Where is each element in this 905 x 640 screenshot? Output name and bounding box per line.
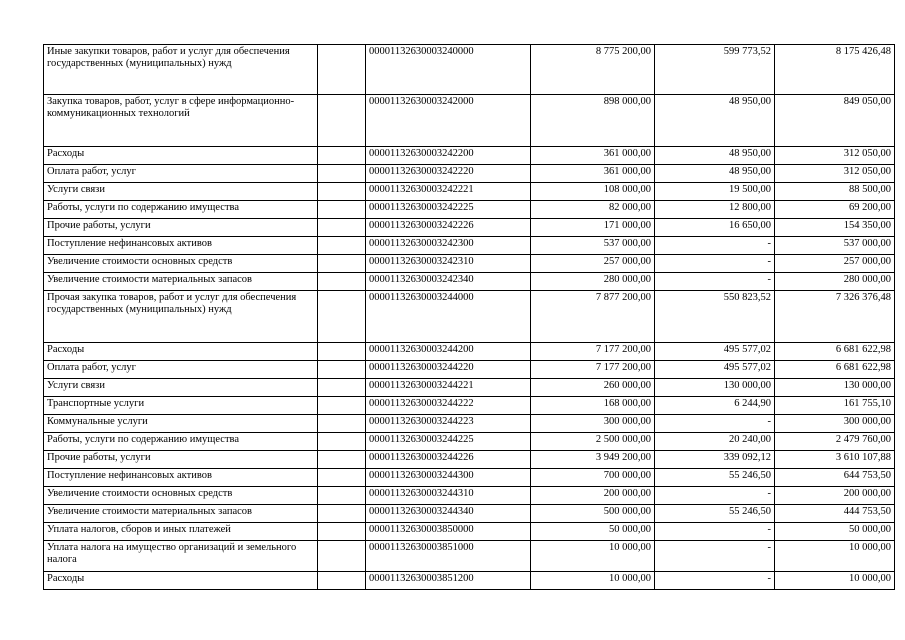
row-blank-cell (318, 523, 366, 541)
row-code-cell: 00001132630003244220 (366, 361, 531, 379)
row-remaining-amount-cell: 312 050,00 (775, 147, 895, 165)
budget-table-body (44, 45, 895, 590)
row-name-cell: Уплата налога на имущество организаций и земельного налога (44, 541, 318, 572)
row-code-cell: 00001132630003242220 (366, 165, 531, 183)
row-approved-amount-cell: 280 000,00 (531, 273, 655, 291)
row-approved-amount-cell: 108 000,00 (531, 183, 655, 201)
row-code-cell: 00001132630003850000 (366, 523, 531, 541)
row-executed-amount-cell: 12 800,00 (655, 201, 775, 219)
row-executed-amount-cell: 16 650,00 (655, 219, 775, 237)
row-code-cell: 00001132630003242226 (366, 219, 531, 237)
row-remaining-amount-cell: 300 000,00 (775, 415, 895, 433)
row-executed-amount-cell: 495 577,02 (655, 361, 775, 379)
table-row (44, 487, 895, 505)
row-blank-cell (318, 165, 366, 183)
row-remaining-amount-cell: 161 755,10 (775, 397, 895, 415)
row-code-cell: 00001132630003240000 (366, 45, 531, 95)
row-blank-cell (318, 451, 366, 469)
row-code-cell: 00001132630003242225 (366, 201, 531, 219)
row-remaining-amount-cell: 2 479 760,00 (775, 433, 895, 451)
row-approved-amount-cell: 3 949 200,00 (531, 451, 655, 469)
row-approved-amount-cell: 257 000,00 (531, 255, 655, 273)
row-code-cell: 00001132630003244221 (366, 379, 531, 397)
table-row (44, 147, 895, 165)
row-blank-cell (318, 273, 366, 291)
row-remaining-amount-cell: 130 000,00 (775, 379, 895, 397)
row-name-cell: Прочие работы, услуги (44, 451, 318, 469)
row-blank-cell (318, 487, 366, 505)
row-approved-amount-cell: 500 000,00 (531, 505, 655, 523)
table-row (44, 379, 895, 397)
row-code-cell: 00001132630003244200 (366, 343, 531, 361)
row-executed-amount-cell: 48 950,00 (655, 165, 775, 183)
row-name-cell: Уплата налогов, сборов и иных платежей (44, 523, 318, 541)
table-row (44, 165, 895, 183)
row-blank-cell (318, 201, 366, 219)
table-row (44, 237, 895, 255)
row-code-cell: 00001132630003851000 (366, 541, 531, 572)
row-name-cell: Оплата работ, услуг (44, 361, 318, 379)
row-blank-cell (318, 469, 366, 487)
row-name-cell: Услуги связи (44, 379, 318, 397)
row-approved-amount-cell: 537 000,00 (531, 237, 655, 255)
row-approved-amount-cell: 10 000,00 (531, 541, 655, 572)
row-name-cell: Расходы (44, 572, 318, 590)
row-blank-cell (318, 541, 366, 572)
row-code-cell: 00001132630003244226 (366, 451, 531, 469)
table-row (44, 291, 895, 343)
row-blank-cell (318, 361, 366, 379)
table-row (44, 95, 895, 147)
row-approved-amount-cell: 260 000,00 (531, 379, 655, 397)
row-executed-amount-cell: 55 246,50 (655, 505, 775, 523)
row-remaining-amount-cell: 3 610 107,88 (775, 451, 895, 469)
row-executed-amount-cell: 20 240,00 (655, 433, 775, 451)
table-row (44, 397, 895, 415)
row-remaining-amount-cell: 69 200,00 (775, 201, 895, 219)
table-row (44, 451, 895, 469)
row-remaining-amount-cell: 444 753,50 (775, 505, 895, 523)
row-name-cell: Иные закупки товаров, работ и услуг для обеспечения государственных (муниципальных) нужд (44, 45, 318, 95)
table-row (44, 255, 895, 273)
row-executed-amount-cell: 339 092,12 (655, 451, 775, 469)
row-code-cell: 00001132630003244225 (366, 433, 531, 451)
row-name-cell: Закупка товаров, работ, услуг в сфере информационно-коммуникационных технологий (44, 95, 318, 147)
row-remaining-amount-cell: 537 000,00 (775, 237, 895, 255)
row-executed-amount-cell: 599 773,52 (655, 45, 775, 95)
row-blank-cell (318, 183, 366, 201)
row-executed-amount-cell: - (655, 523, 775, 541)
row-approved-amount-cell: 7 877 200,00 (531, 291, 655, 343)
table-row (44, 45, 895, 95)
row-name-cell: Увеличение стоимости основных средств (44, 487, 318, 505)
row-executed-amount-cell: 6 244,90 (655, 397, 775, 415)
table-row (44, 273, 895, 291)
row-name-cell: Увеличение стоимости основных средств (44, 255, 318, 273)
row-executed-amount-cell: 55 246,50 (655, 469, 775, 487)
row-blank-cell (318, 505, 366, 523)
row-remaining-amount-cell: 849 050,00 (775, 95, 895, 147)
row-approved-amount-cell: 8 775 200,00 (531, 45, 655, 95)
row-code-cell: 00001132630003244300 (366, 469, 531, 487)
row-approved-amount-cell: 7 177 200,00 (531, 343, 655, 361)
row-executed-amount-cell: - (655, 237, 775, 255)
row-blank-cell (318, 572, 366, 590)
row-executed-amount-cell: 550 823,52 (655, 291, 775, 343)
row-approved-amount-cell: 50 000,00 (531, 523, 655, 541)
row-executed-amount-cell: - (655, 541, 775, 572)
row-executed-amount-cell: - (655, 273, 775, 291)
row-name-cell: Расходы (44, 343, 318, 361)
row-code-cell: 00001132630003244000 (366, 291, 531, 343)
row-name-cell: Увеличение стоимости материальных запасов (44, 505, 318, 523)
row-blank-cell (318, 433, 366, 451)
table-row (44, 541, 895, 572)
row-executed-amount-cell: 19 500,00 (655, 183, 775, 201)
row-blank-cell (318, 415, 366, 433)
row-approved-amount-cell: 361 000,00 (531, 165, 655, 183)
row-executed-amount-cell: 495 577,02 (655, 343, 775, 361)
row-name-cell: Увеличение стоимости материальных запасов (44, 273, 318, 291)
row-executed-amount-cell: 48 950,00 (655, 147, 775, 165)
row-code-cell: 00001132630003242300 (366, 237, 531, 255)
row-name-cell: Транспортные услуги (44, 397, 318, 415)
row-executed-amount-cell: - (655, 255, 775, 273)
row-approved-amount-cell: 82 000,00 (531, 201, 655, 219)
row-blank-cell (318, 343, 366, 361)
row-remaining-amount-cell: 10 000,00 (775, 572, 895, 590)
row-name-cell: Оплата работ, услуг (44, 165, 318, 183)
table-row (44, 433, 895, 451)
row-approved-amount-cell: 361 000,00 (531, 147, 655, 165)
table-row (44, 572, 895, 590)
row-remaining-amount-cell: 280 000,00 (775, 273, 895, 291)
table-row (44, 505, 895, 523)
row-remaining-amount-cell: 200 000,00 (775, 487, 895, 505)
table-row (44, 523, 895, 541)
row-name-cell: Работы, услуги по содержанию имущества (44, 433, 318, 451)
row-remaining-amount-cell: 7 326 376,48 (775, 291, 895, 343)
row-name-cell: Коммунальные услуги (44, 415, 318, 433)
row-code-cell: 00001132630003242340 (366, 273, 531, 291)
row-blank-cell (318, 291, 366, 343)
row-remaining-amount-cell: 644 753,50 (775, 469, 895, 487)
row-approved-amount-cell: 171 000,00 (531, 219, 655, 237)
row-remaining-amount-cell: 312 050,00 (775, 165, 895, 183)
table-row (44, 201, 895, 219)
budget-table (43, 44, 895, 590)
row-executed-amount-cell: - (655, 572, 775, 590)
row-remaining-amount-cell: 154 350,00 (775, 219, 895, 237)
row-approved-amount-cell: 10 000,00 (531, 572, 655, 590)
row-executed-amount-cell: - (655, 487, 775, 505)
row-remaining-amount-cell: 8 175 426,48 (775, 45, 895, 95)
row-approved-amount-cell: 898 000,00 (531, 95, 655, 147)
row-approved-amount-cell: 168 000,00 (531, 397, 655, 415)
table-row (44, 469, 895, 487)
row-code-cell: 00001132630003851200 (366, 572, 531, 590)
row-blank-cell (318, 379, 366, 397)
row-remaining-amount-cell: 6 681 622,98 (775, 361, 895, 379)
row-approved-amount-cell: 300 000,00 (531, 415, 655, 433)
row-blank-cell (318, 237, 366, 255)
row-name-cell: Прочие работы, услуги (44, 219, 318, 237)
row-remaining-amount-cell: 10 000,00 (775, 541, 895, 572)
row-blank-cell (318, 95, 366, 147)
row-name-cell: Поступление нефинансовых активов (44, 237, 318, 255)
row-name-cell: Услуги связи (44, 183, 318, 201)
table-row (44, 343, 895, 361)
row-executed-amount-cell: - (655, 415, 775, 433)
table-row (44, 361, 895, 379)
row-approved-amount-cell: 7 177 200,00 (531, 361, 655, 379)
row-blank-cell (318, 255, 366, 273)
row-code-cell: 00001132630003244310 (366, 487, 531, 505)
row-approved-amount-cell: 700 000,00 (531, 469, 655, 487)
row-name-cell: Прочая закупка товаров, работ и услуг для обеспечения государственных (муниципальных) нужд (44, 291, 318, 343)
row-blank-cell (318, 147, 366, 165)
table-row (44, 219, 895, 237)
row-blank-cell (318, 45, 366, 95)
table-row (44, 415, 895, 433)
row-executed-amount-cell: 130 000,00 (655, 379, 775, 397)
row-name-cell: Поступление нефинансовых активов (44, 469, 318, 487)
row-blank-cell (318, 397, 366, 415)
row-remaining-amount-cell: 88 500,00 (775, 183, 895, 201)
row-executed-amount-cell: 48 950,00 (655, 95, 775, 147)
row-code-cell: 00001132630003244340 (366, 505, 531, 523)
row-approved-amount-cell: 2 500 000,00 (531, 433, 655, 451)
row-code-cell: 00001132630003242000 (366, 95, 531, 147)
row-code-cell: 00001132630003244223 (366, 415, 531, 433)
row-code-cell: 00001132630003242221 (366, 183, 531, 201)
row-code-cell: 00001132630003244222 (366, 397, 531, 415)
row-code-cell: 00001132630003242310 (366, 255, 531, 273)
row-remaining-amount-cell: 257 000,00 (775, 255, 895, 273)
row-approved-amount-cell: 200 000,00 (531, 487, 655, 505)
row-remaining-amount-cell: 6 681 622,98 (775, 343, 895, 361)
table-row (44, 183, 895, 201)
row-name-cell: Работы, услуги по содержанию имущества (44, 201, 318, 219)
row-blank-cell (318, 219, 366, 237)
row-code-cell: 00001132630003242200 (366, 147, 531, 165)
row-remaining-amount-cell: 50 000,00 (775, 523, 895, 541)
row-name-cell: Расходы (44, 147, 318, 165)
